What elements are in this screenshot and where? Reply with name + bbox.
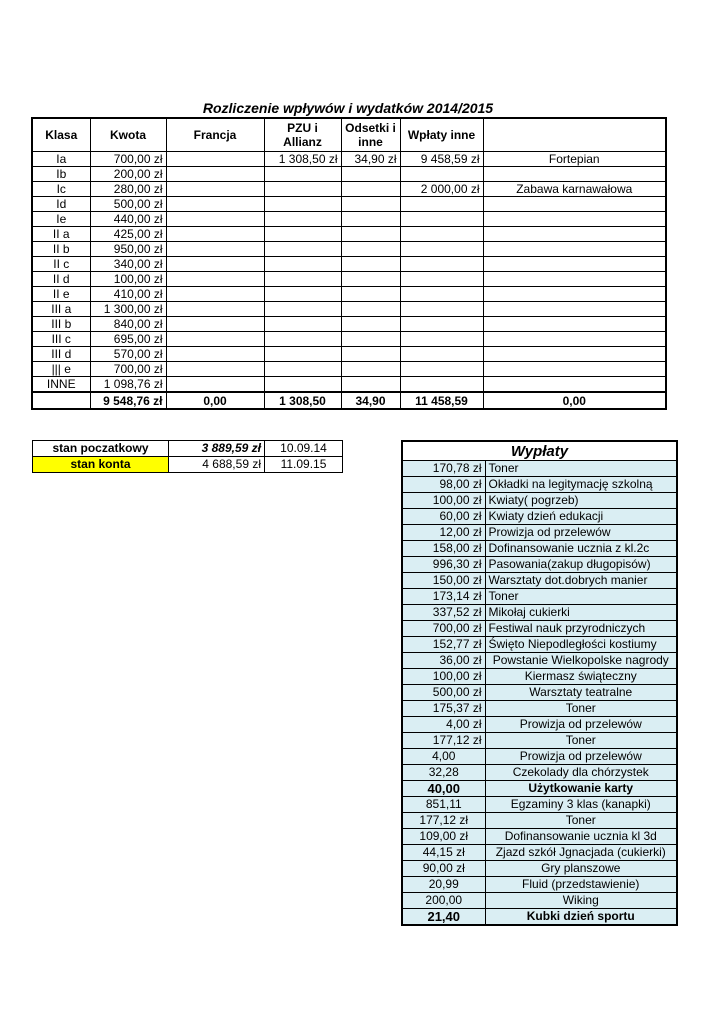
cell-klasa: INNE: [32, 377, 90, 393]
cell-pzu: [264, 182, 341, 197]
cell-notes: [483, 167, 666, 182]
payout-amount: 173,14 zł: [402, 589, 485, 605]
cell-francja: [166, 347, 264, 362]
total-odsetki: 34,90: [341, 392, 400, 409]
cell-notes: [483, 212, 666, 227]
payout-amount: 337,52 zł: [402, 605, 485, 621]
cell-pzu: [264, 332, 341, 347]
account-balance-row: [33, 457, 343, 473]
payout-amount: 200,00: [402, 893, 485, 909]
payout-description: Warsztaty dot.dobrych manier: [485, 573, 677, 589]
payout-amount: 60,00 zł: [402, 509, 485, 525]
payout-amount: 20,99: [402, 877, 485, 893]
cell-wplaty: [400, 317, 483, 332]
cell-kwota: 500,00 zł: [90, 197, 166, 212]
list-item: [402, 845, 677, 861]
payout-amount: 98,00 zł: [402, 477, 485, 493]
table-row: [32, 242, 666, 257]
cell-kwota: 340,00 zł: [90, 257, 166, 272]
income-header-row: [32, 118, 666, 152]
header-pzu: PZU i Allianz: [264, 118, 341, 152]
cell-odsetki: [341, 347, 400, 362]
cell-kwota: 1 098,76 zł: [90, 377, 166, 393]
total-wplaty: 11 458,59: [400, 392, 483, 409]
totals-row: [32, 392, 666, 409]
list-item: [402, 813, 677, 829]
table-row: [32, 227, 666, 242]
cell-wplaty: 2 000,00 zł: [400, 182, 483, 197]
cell-pzu: [264, 212, 341, 227]
list-item: [402, 605, 677, 621]
cell-odsetki: [341, 242, 400, 257]
cell-kwota: 200,00 zł: [90, 167, 166, 182]
table-row: [32, 377, 666, 393]
payout-description: Dofinansowanie ucznia z kl.2c: [485, 541, 677, 557]
cell-francja: [166, 302, 264, 317]
account-balance-value: 4 688,59 zł: [169, 457, 265, 473]
table-row: [32, 212, 666, 227]
start-balance-label: stan poczatkowy: [33, 441, 169, 457]
payout-amount: 40,00: [402, 781, 485, 797]
cell-notes: [483, 242, 666, 257]
cell-pzu: [264, 362, 341, 377]
cell-odsetki: [341, 257, 400, 272]
cell-pzu: [264, 242, 341, 257]
list-item: [402, 893, 677, 909]
total-klasa: [32, 392, 90, 409]
cell-odsetki: 34,90 zł: [341, 152, 400, 167]
table-row: [32, 167, 666, 182]
payout-amount: 36,00 zł: [402, 653, 485, 669]
payout-amount: 44,15 zł: [402, 845, 485, 861]
start-balance-row: [33, 441, 343, 457]
cell-francja: [166, 227, 264, 242]
payout-description: Egzaminy 3 klas (kanapki): [485, 797, 677, 813]
cell-pzu: [264, 257, 341, 272]
cell-francja: [166, 167, 264, 182]
cell-odsetki: [341, 197, 400, 212]
cell-odsetki: [341, 182, 400, 197]
payout-description: Dofinansowanie ucznia kl 3d: [485, 829, 677, 845]
payout-amount: 170,78 zł: [402, 461, 485, 477]
income-table: [31, 117, 667, 410]
cell-kwota: 840,00 zł: [90, 317, 166, 332]
payout-amount: 996,30 zł: [402, 557, 485, 573]
payout-description: Toner: [485, 589, 677, 605]
cell-kwota: 700,00 zł: [90, 362, 166, 377]
payout-description: Kwiaty dzień edukacji: [485, 509, 677, 525]
cell-pzu: [264, 347, 341, 362]
payout-amount: 500,00 zł: [402, 685, 485, 701]
cell-francja: [166, 197, 264, 212]
cell-pzu: [264, 167, 341, 182]
cell-klasa: II b: [32, 242, 90, 257]
cell-francja: [166, 272, 264, 287]
payout-description: Prowizja od przelewów: [485, 749, 677, 765]
payouts-title: Wypłaty: [402, 441, 677, 461]
cell-wplaty: [400, 347, 483, 362]
cell-klasa: II d: [32, 272, 90, 287]
cell-odsetki: [341, 212, 400, 227]
cell-pzu: [264, 317, 341, 332]
header-odsetki: Odsetki i inne: [341, 118, 400, 152]
payout-description: Kubki dzień sportu: [485, 909, 677, 926]
cell-odsetki: [341, 302, 400, 317]
payout-amount: 4,00: [402, 749, 485, 765]
cell-wplaty: [400, 332, 483, 347]
cell-kwota: 440,00 zł: [90, 212, 166, 227]
payout-amount: 109,00 zł: [402, 829, 485, 845]
cell-wplaty: [400, 212, 483, 227]
total-francja: 0,00: [166, 392, 264, 409]
cell-klasa: III a: [32, 302, 90, 317]
account-balance-date: 11.09.15: [265, 457, 343, 473]
payout-amount: 150,00 zł: [402, 573, 485, 589]
payout-description: Festiwal nauk przyrodniczych: [485, 621, 677, 637]
header-notes: [483, 118, 666, 152]
list-item: [402, 717, 677, 733]
payout-description: Kiermasz świąteczny: [485, 669, 677, 685]
cell-klasa: Id: [32, 197, 90, 212]
list-item: [402, 653, 677, 669]
table-row: [32, 152, 666, 167]
cell-francja: [166, 362, 264, 377]
cell-odsetki: [341, 317, 400, 332]
cell-kwota: 280,00 zł: [90, 182, 166, 197]
table-row: [32, 317, 666, 332]
cell-francja: [166, 212, 264, 227]
cell-francja: [166, 182, 264, 197]
payout-description: Mikołaj cukierki: [485, 605, 677, 621]
list-item: [402, 573, 677, 589]
table-row: [32, 302, 666, 317]
cell-wplaty: [400, 227, 483, 242]
table-row: [32, 197, 666, 212]
payout-description: Prowizja od przelewów: [485, 717, 677, 733]
table-row: [32, 332, 666, 347]
payout-description: Zjazd szkół Jgnacjada (cukierki): [485, 845, 677, 861]
list-item: [402, 781, 677, 797]
cell-kwota: 570,00 zł: [90, 347, 166, 362]
cell-francja: [166, 332, 264, 347]
payout-description: Święto Niepodległości kostiumy: [485, 637, 677, 653]
payout-description: Toner: [485, 733, 677, 749]
table-row: [32, 347, 666, 362]
table-row: [32, 287, 666, 302]
start-balance-date: 10.09.14: [265, 441, 343, 457]
list-item: [402, 877, 677, 893]
cell-klasa: III c: [32, 332, 90, 347]
cell-klasa: II a: [32, 227, 90, 242]
balance-table: [32, 440, 343, 473]
cell-francja: [166, 152, 264, 167]
payout-description: Czekolady dla chórzystek: [485, 765, 677, 781]
payout-amount: 158,00 zł: [402, 541, 485, 557]
list-item: [402, 525, 677, 541]
cell-pzu: 1 308,50 zł: [264, 152, 341, 167]
list-item: [402, 621, 677, 637]
list-item: [402, 461, 677, 477]
cell-kwota: 100,00 zł: [90, 272, 166, 287]
cell-odsetki: [341, 227, 400, 242]
cell-kwota: 700,00 zł: [90, 152, 166, 167]
payout-amount: 851,11: [402, 797, 485, 813]
cell-notes: [483, 332, 666, 347]
cell-wplaty: 9 458,59 zł: [400, 152, 483, 167]
payout-description: Okładki na legitymację szkolną: [485, 477, 677, 493]
list-item: [402, 797, 677, 813]
cell-klasa: III b: [32, 317, 90, 332]
list-item: [402, 909, 677, 926]
header-wplaty: Wpłaty inne: [400, 118, 483, 152]
cell-wplaty: [400, 197, 483, 212]
cell-klasa: III d: [32, 347, 90, 362]
list-item: [402, 685, 677, 701]
payout-description: Pasowania(zakup długopisów): [485, 557, 677, 573]
payout-description: Wiking: [485, 893, 677, 909]
cell-klasa: II c: [32, 257, 90, 272]
cell-francja: [166, 317, 264, 332]
cell-pzu: [264, 302, 341, 317]
header-klasa: Klasa: [32, 118, 90, 152]
payout-description: Użytkowanie karty: [485, 781, 677, 797]
cell-klasa: II e: [32, 287, 90, 302]
cell-francja: [166, 377, 264, 393]
cell-pzu: [264, 377, 341, 393]
cell-notes: Fortepian: [483, 152, 666, 167]
table-row: [32, 182, 666, 197]
cell-odsetki: [341, 362, 400, 377]
list-item: [402, 861, 677, 877]
cell-notes: [483, 377, 666, 393]
header-francja: Francja: [166, 118, 264, 152]
list-item: [402, 733, 677, 749]
payout-amount: 177,12 zł: [402, 813, 485, 829]
cell-wplaty: [400, 257, 483, 272]
cell-wplaty: [400, 167, 483, 182]
cell-notes: Zabawa karnawałowa: [483, 182, 666, 197]
payout-description: Powstanie Wielkopolske nagrody: [485, 653, 677, 669]
cell-pzu: [264, 272, 341, 287]
payout-amount: 32,28: [402, 765, 485, 781]
payout-description: Prowizja od przelewów: [485, 525, 677, 541]
payouts-table: [401, 440, 678, 926]
table-row: [32, 272, 666, 287]
cell-klasa: Ic: [32, 182, 90, 197]
payout-description: Gry planszowe: [485, 861, 677, 877]
list-item: [402, 637, 677, 653]
cell-notes: [483, 197, 666, 212]
list-item: [402, 557, 677, 573]
payout-description: Kwiaty( pogrzeb): [485, 493, 677, 509]
cell-pzu: [264, 197, 341, 212]
list-item: [402, 589, 677, 605]
payout-amount: 12,00 zł: [402, 525, 485, 541]
cell-notes: [483, 317, 666, 332]
cell-notes: [483, 347, 666, 362]
payout-amount: 152,77 zł: [402, 637, 485, 653]
list-item: [402, 669, 677, 685]
payout-amount: 21,40: [402, 909, 485, 926]
cell-pzu: [264, 287, 341, 302]
cell-klasa: Ib: [32, 167, 90, 182]
list-item: [402, 701, 677, 717]
list-item: [402, 829, 677, 845]
total-kwota: 9 548,76 zł: [90, 392, 166, 409]
cell-francja: [166, 242, 264, 257]
cell-wplaty: [400, 287, 483, 302]
list-item: [402, 477, 677, 493]
payout-description: Toner: [485, 813, 677, 829]
cell-odsetki: [341, 272, 400, 287]
cell-wplaty: [400, 377, 483, 393]
cell-odsetki: [341, 377, 400, 393]
table-row: [32, 362, 666, 377]
header-kwota: Kwota: [90, 118, 166, 152]
payout-amount: 700,00 zł: [402, 621, 485, 637]
cell-klasa: Ia: [32, 152, 90, 167]
cell-francja: [166, 287, 264, 302]
cell-wplaty: [400, 302, 483, 317]
table-row: [32, 257, 666, 272]
payout-description: Fluid (przedstawienie): [485, 877, 677, 893]
account-balance-label: stan konta: [33, 457, 169, 473]
payout-description: Warsztaty teatralne: [485, 685, 677, 701]
cell-kwota: 695,00 zł: [90, 332, 166, 347]
list-item: [402, 541, 677, 557]
cell-odsetki: [341, 167, 400, 182]
cell-kwota: 425,00 zł: [90, 227, 166, 242]
payout-amount: 100,00 zł: [402, 493, 485, 509]
cell-pzu: [264, 227, 341, 242]
cell-kwota: 410,00 zł: [90, 287, 166, 302]
payout-amount: 90,00 zł: [402, 861, 485, 877]
document-title: Rozliczenie wpływów i wydatków 2014/2015: [202, 100, 494, 116]
list-item: [402, 493, 677, 509]
cell-notes: [483, 362, 666, 377]
cell-odsetki: [341, 287, 400, 302]
cell-wplaty: [400, 362, 483, 377]
list-item: [402, 765, 677, 781]
cell-klasa: ||| e: [32, 362, 90, 377]
cell-notes: [483, 302, 666, 317]
list-item: [402, 749, 677, 765]
payout-amount: 177,12 zł: [402, 733, 485, 749]
cell-wplaty: [400, 272, 483, 287]
total-pzu: 1 308,50: [264, 392, 341, 409]
payout-amount: 175,37 zł: [402, 701, 485, 717]
cell-francja: [166, 257, 264, 272]
cell-kwota: 950,00 zł: [90, 242, 166, 257]
cell-notes: [483, 287, 666, 302]
payout-amount: 4,00 zł: [402, 717, 485, 733]
cell-klasa: Ie: [32, 212, 90, 227]
cell-kwota: 1 300,00 zł: [90, 302, 166, 317]
cell-notes: [483, 257, 666, 272]
cell-notes: [483, 227, 666, 242]
cell-odsetki: [341, 332, 400, 347]
start-balance-value: 3 889,59 zł: [169, 441, 265, 457]
cell-wplaty: [400, 242, 483, 257]
payouts-header-row: [402, 441, 677, 461]
list-item: [402, 509, 677, 525]
cell-notes: [483, 272, 666, 287]
payout-amount: 100,00 zł: [402, 669, 485, 685]
payout-description: Toner: [485, 461, 677, 477]
total-notes: 0,00: [483, 392, 666, 409]
payout-description: Toner: [485, 701, 677, 717]
